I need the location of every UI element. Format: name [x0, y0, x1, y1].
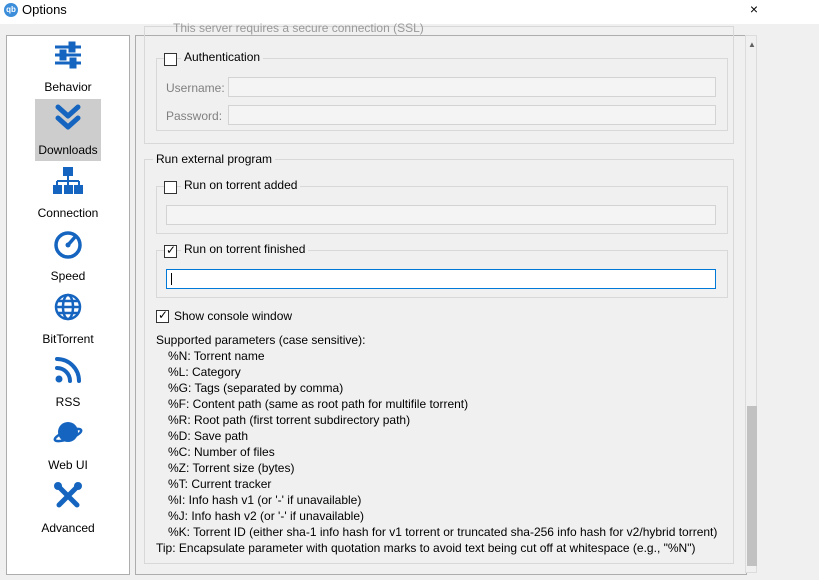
param-item: %J: Info hash v2 (or '-' if unavailable) [168, 509, 365, 523]
options-sidebar [6, 35, 130, 575]
run-on-added-checkbox[interactable] [164, 181, 177, 194]
sidebar-item-advanced[interactable] [7, 477, 129, 540]
param-item: %I: Info hash v1 (or '-' if unavailable) [168, 493, 362, 507]
param-item: %R: Root path (first torrent subdirectory path) [168, 413, 411, 427]
sliders-icon [53, 40, 83, 70]
network-icon [53, 166, 83, 196]
sidebar-item-downloads[interactable] [7, 99, 129, 162]
tools-icon [53, 481, 83, 511]
email-notification-group [144, 21, 734, 144]
rss-icon [53, 355, 83, 385]
sidebar-item-label: Advanced [41, 521, 95, 535]
run-on-added-group [156, 178, 728, 234]
sidebar-item-label: Speed [50, 269, 86, 283]
run-external-program-title: Run external program [153, 152, 275, 166]
username-input[interactable] [228, 77, 716, 97]
ssl-checkbox-label: This server requires a secure connection (SSL) [173, 21, 424, 35]
param-item: %N: Torrent name [168, 349, 265, 363]
run-on-finished-group [156, 242, 728, 298]
param-item: %G: Tags (separated by comma) [168, 381, 344, 395]
sidebar-item-label: Connection [37, 206, 99, 220]
authentication-label: Authentication [181, 50, 263, 64]
param-item: %C: Number of files [168, 445, 275, 459]
run-on-finished-label: Run on torrent finished [181, 242, 308, 256]
sidebar-item-webui[interactable] [7, 414, 129, 477]
sidebar-item-label: Web UI [48, 458, 88, 472]
text-cursor [171, 273, 172, 285]
close-button[interactable]: × [749, 1, 759, 17]
run-on-finished-input[interactable] [166, 269, 716, 289]
run-on-added-label: Run on torrent added [181, 178, 300, 192]
sidebar-item-label: BitTorrent [42, 332, 94, 346]
sidebar-item-label: Behavior [44, 80, 92, 94]
show-console-label: Show console window [174, 309, 293, 323]
sidebar-item-label: Downloads [38, 143, 98, 157]
checkmark-icon: ✓ [166, 243, 177, 257]
globe-icon [53, 292, 83, 322]
param-item: %Z: Torrent size (bytes) [168, 461, 295, 475]
password-label: Password: [166, 109, 223, 123]
qbittorrent-logo-icon: qb [4, 3, 18, 17]
sidebar-item-behavior[interactable] [7, 36, 129, 99]
tip-text: Tip: Encapsulate parameter with quotation marks to avoid text being cut off at whitespace (e.g., "%N") [156, 541, 696, 555]
scroll-up-arrow-icon[interactable]: ▲ [748, 40, 756, 49]
sidebar-item-bittorrent[interactable] [7, 288, 129, 351]
sidebar-item-rss[interactable] [7, 351, 129, 414]
options-content [135, 21, 747, 575]
checkmark-icon: ✓ [158, 308, 169, 322]
params-header: Supported parameters (case sensitive): [156, 333, 366, 347]
speedometer-icon [53, 229, 83, 259]
username-label: Username: [166, 81, 225, 95]
show-console-checkbox[interactable] [156, 310, 169, 323]
sidebar-item-label: RSS [55, 395, 81, 409]
param-item: %L: Category [168, 365, 241, 379]
window-title: Options [22, 2, 67, 17]
sidebar-item-speed[interactable] [7, 225, 129, 288]
planet-icon [53, 418, 83, 448]
supported-parameters [156, 332, 717, 556]
scroll-thumb[interactable] [747, 406, 757, 566]
sidebar-item-connection[interactable] [7, 162, 129, 225]
param-item: %F: Content path (same as root path for multifile torrent) [168, 397, 469, 411]
run-on-finished-checkbox[interactable] [164, 245, 177, 258]
double-chevron-down-icon [53, 103, 83, 133]
param-item: %K: Torrent ID (either sha-1 info hash for v1 torrent or truncated sha-256 info hash for v2/hybrid torrent) [168, 525, 718, 539]
content-scrollbar[interactable] [745, 35, 757, 573]
authentication-group [156, 50, 728, 131]
param-item: %T: Current tracker [168, 477, 272, 491]
password-input[interactable] [228, 105, 716, 125]
authentication-checkbox[interactable] [164, 53, 177, 66]
param-item: %D: Save path [168, 429, 249, 443]
run-on-added-input[interactable] [166, 205, 716, 225]
